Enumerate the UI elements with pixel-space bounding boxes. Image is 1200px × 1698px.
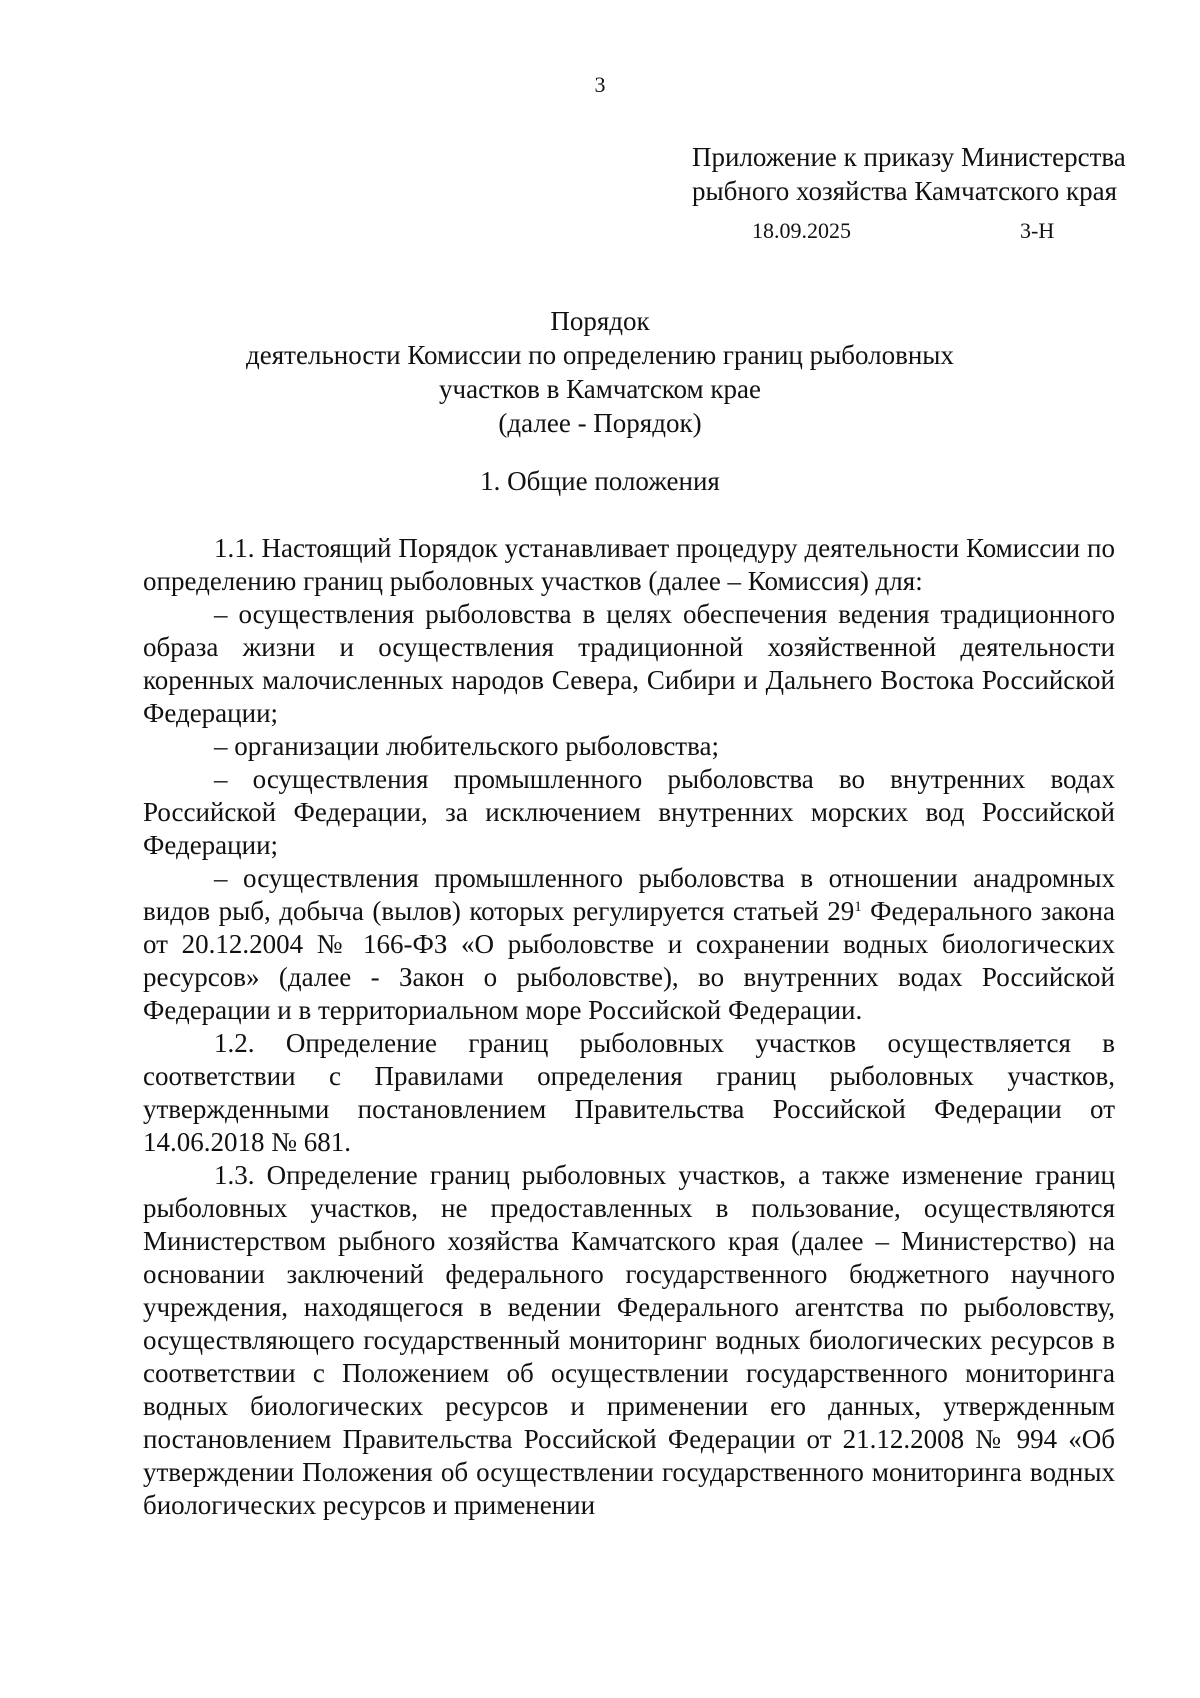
page-number: 3 <box>594 72 606 97</box>
body-text <box>143 532 1115 1522</box>
section-heading: 1. Общие положения <box>480 466 720 496</box>
appendix-header <box>692 140 1126 208</box>
paragraph-list-item <box>143 862 1115 1027</box>
paragraph-list-item: – осуществления рыболовства в целях обеспечения ведения традиционного образа жизни и осуществления традиционной хозяйственной деятельности коренных малочисленных народов Севера, Сибири и Дальнего Востока Российской Федерации; <box>143 599 1115 728</box>
paragraph-text: – осуществления промышленного рыболовства в отношении анадромных видов рыб, добыча (вылов) которых регулируется статьей 29 <box>143 863 1115 926</box>
title-line-4: (далее - Порядок) <box>498 408 702 438</box>
paragraph-list-item: – организации любительского рыболовства; <box>214 731 719 761</box>
paragraph-1-1: 1.1. Настоящий Порядок устанавливает процедуру деятельности Комиссии по определению границ рыболовных участков (далее – Комиссия) для: <box>143 533 1115 596</box>
title-line-3: участков в Камчатском крае <box>439 374 761 404</box>
paragraph-1-2: 1.2. Определение границ рыболовных участков осуществляется в соответствии с Правилами определения границ рыболовных участков, утвержденными постановлением Правительства Российской Федерации от 14.06.2018 № 681. <box>143 1028 1115 1157</box>
appendix-line-1: Приложение к приказу Министерства <box>692 142 1126 172</box>
order-number: 3-Н <box>1020 218 1055 243</box>
title-line-2: деятельности Комиссии по определению границ рыболовных <box>246 340 954 370</box>
superscript: 1 <box>854 899 862 915</box>
paragraph-text: Федерального закона от 20.12.2004 № 166-ФЗ «О рыболовстве и сохранении водных биологических ресурсов» (далее - Закон о рыболовстве), во внутренних водах Российской Федерации и в территориальном море Российской Федерации. <box>143 896 1115 1025</box>
order-date: 18.09.2025 <box>752 218 851 243</box>
document-title <box>0 304 1200 440</box>
appendix-line-2: рыбного хозяйства Камчатского края <box>692 176 1118 206</box>
paragraph-1-3: 1.3. Определение границ рыболовных участков, а также изменение границ рыболовных участков, не предоставленных в пользование, осуществляются Министерством рыбного хозяйства Камчатского края (далее – Министерство) на основании заключений федерального государственного бюджетного научного учреждения, находящегося в ведении Федерального агентства по рыболовству, осуществляющего государственный мониторинг водных биологических ресурсов в соответствии с Положением об осуществлении государственного мониторинга водных биологических ресурсов и применении его данных, утвержденным постановлением Правительства Российской Федерации от 21.12.2008 № 994 «Об утверждении Положения об осуществлении государственного мониторинга водных биологических ресурсов и применении <box>143 1160 1115 1520</box>
paragraph-list-item: – осуществления промышленного рыболовства во внутренних водах Российской Федерации, за исключением внутренних морских вод Российской Федерации; <box>143 764 1115 860</box>
title-line-1: Порядок <box>550 306 650 336</box>
